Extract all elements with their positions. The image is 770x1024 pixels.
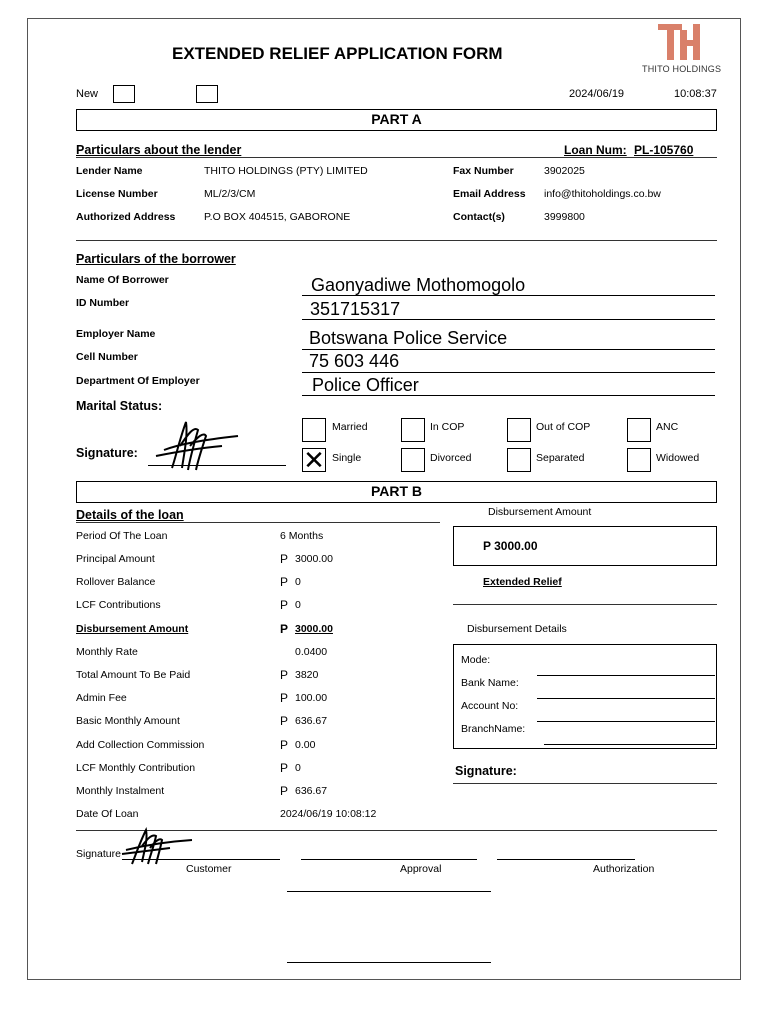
extended-relief-label: Extended Relief	[483, 576, 562, 588]
lender-name-label: Lender Name	[76, 165, 143, 177]
basic-monthly-value: 636.67	[295, 715, 328, 727]
anc-checkbox[interactable]	[627, 418, 651, 442]
marital-label: Marital Status:	[76, 399, 163, 413]
anc-label: ANC	[656, 421, 679, 433]
account-no-label: Account No:	[461, 700, 519, 712]
principal-label: Principal Amount	[76, 553, 155, 565]
lcf-contributions-currency: P	[280, 598, 289, 612]
date-of-loan-value: 2024/06/19 10:08:12	[280, 808, 377, 820]
monthly-instalment-value: 636.67	[295, 785, 328, 797]
new-label: New	[76, 88, 99, 100]
email-value: info@thitoholdings.co.bw	[544, 188, 661, 200]
department-line	[302, 395, 715, 396]
monthly-instalment-label: Monthly Instalment	[76, 785, 165, 797]
form-title: EXTENDED RELIEF APPLICATION FORM	[172, 44, 503, 63]
total-amount-currency: P	[280, 668, 289, 682]
loan-num-label: Loan Num:	[564, 143, 627, 157]
address-value: P.O BOX 404515, GABORONE	[204, 211, 351, 223]
account-no-line[interactable]	[537, 721, 715, 722]
borrower-name-label: Name Of Borrower	[76, 274, 169, 286]
widowed-label: Widowed	[656, 452, 700, 464]
contacts-label: Contact(s)	[453, 211, 505, 223]
lender-name-value: THITO HOLDINGS (PTY) LIMITED	[204, 165, 368, 177]
details-divider	[76, 522, 440, 523]
employer-label: Employer Name	[76, 328, 156, 340]
rollover-label: Rollover Balance	[76, 576, 156, 588]
out-of-cop-label: Out of COP	[536, 421, 591, 433]
principal-currency: P	[280, 552, 289, 566]
part-b-bar: PART B	[76, 481, 717, 503]
admin-fee-label: Admin Fee	[76, 692, 127, 704]
disbursement-amount-title: Disbursement Amount	[488, 506, 592, 518]
married-label: Married	[332, 421, 368, 433]
rollover-value: 0	[295, 576, 301, 588]
mode-line[interactable]	[537, 675, 715, 676]
cell-label: Cell Number	[76, 351, 138, 363]
date-of-loan-label: Date Of Loan	[76, 808, 139, 820]
approval-signature-line[interactable]	[301, 859, 477, 860]
period-value: 6 Months	[280, 530, 324, 542]
header-date: 2024/06/19	[569, 88, 625, 100]
collection-commission-value: 0.00	[295, 739, 316, 751]
new-checkbox[interactable]	[113, 85, 135, 103]
department-label: Department Of Employer	[76, 375, 200, 387]
borrower-signature-label: Signature:	[76, 446, 138, 460]
lcf-monthly-label: LCF Monthly Contribution	[76, 762, 196, 774]
monthly-rate-label: Monthly Rate	[76, 646, 138, 658]
license-value: ML/2/3/CM	[204, 188, 256, 200]
employer-value: Botswana Police Service	[309, 328, 508, 348]
lender-divider	[76, 157, 717, 158]
separated-checkbox[interactable]	[507, 448, 531, 472]
admin-fee-currency: P	[280, 691, 289, 705]
disbursement-amount-label: Disbursement Amount	[76, 623, 189, 635]
single-label: Single	[332, 452, 362, 464]
authorization-signature-line[interactable]	[497, 859, 635, 860]
married-checkbox[interactable]	[302, 418, 326, 442]
out-of-cop-checkbox[interactable]	[507, 418, 531, 442]
approval-label: Approval	[400, 863, 442, 875]
fax-value: 3902025	[544, 165, 585, 177]
employer-line	[302, 349, 715, 350]
lcf-contributions-label: LCF Contributions	[76, 599, 161, 611]
rollover-currency: P	[280, 575, 289, 589]
license-label: License Number	[76, 188, 158, 200]
fax-label: Fax Number	[453, 165, 514, 177]
id-value: 351715317	[310, 299, 401, 319]
separated-label: Separated	[536, 452, 585, 464]
id-line	[302, 319, 715, 320]
customer-signature-image	[118, 826, 196, 866]
id-label: ID Number	[76, 297, 130, 309]
extra-line-2	[287, 962, 491, 963]
collection-commission-label: Add Collection Commission	[76, 739, 205, 751]
period-label: Period Of The Loan	[76, 530, 168, 542]
borrower-divider	[76, 240, 717, 241]
cell-line	[302, 372, 715, 373]
authorization-label: Authorization	[593, 863, 655, 875]
lcf-monthly-currency: P	[280, 761, 289, 775]
disbursement-amount-currency: P	[280, 622, 289, 636]
part-a-bar: PART A	[76, 109, 717, 131]
disbursement-details-title: Disbursement Details	[467, 623, 567, 635]
in-cop-checkbox[interactable]	[401, 418, 425, 442]
branch-name-line[interactable]	[544, 744, 715, 745]
loan-num-value: PL-105760	[634, 143, 694, 157]
extended-relief-divider	[453, 604, 717, 605]
in-cop-label: In COP	[430, 421, 465, 433]
widowed-checkbox[interactable]	[627, 448, 651, 472]
email-label: Email Address	[453, 188, 526, 200]
footer-signature-label: Signature	[76, 848, 121, 860]
cell-value: 75 603 446	[309, 351, 400, 371]
monthly-rate-value: 0.0400	[295, 646, 328, 658]
lender-heading: Particulars about the lender	[76, 143, 242, 157]
single-checkbox[interactable]: ✕	[303, 445, 325, 475]
basic-monthly-currency: P	[280, 714, 289, 728]
borrower-name-line	[302, 295, 715, 296]
borrower-heading: Particulars of the borrower	[76, 252, 236, 266]
disbursement-amount-box-value: P 3000.00	[483, 539, 538, 553]
collection-commission-currency: P	[280, 738, 289, 752]
total-amount-label: Total Amount To Be Paid	[76, 669, 191, 681]
second-checkbox[interactable]	[196, 85, 218, 103]
bank-name-label: Bank Name:	[461, 677, 519, 689]
right-signature-label: Signature:	[455, 764, 517, 778]
logo-text: THITO HOLDINGS	[642, 64, 722, 74]
divorced-label: Divorced	[430, 452, 472, 464]
total-amount-value: 3820	[295, 669, 319, 681]
extra-line-1	[287, 891, 491, 892]
monthly-instalment-currency: P	[280, 784, 289, 798]
divorced-checkbox[interactable]	[401, 448, 425, 472]
header-time: 10:08:37	[674, 88, 717, 100]
borrower-signature-image	[150, 416, 242, 474]
basic-monthly-label: Basic Monthly Amount	[76, 715, 180, 727]
address-label: Authorized Address	[76, 211, 176, 223]
lcf-monthly-value: 0	[295, 762, 301, 774]
department-value: Police Officer	[312, 375, 419, 395]
admin-fee-value: 100.00	[295, 692, 328, 704]
right-signature-line	[453, 783, 717, 784]
mode-label: Mode:	[461, 654, 491, 666]
branch-name-label: BranchName:	[461, 723, 526, 735]
customer-label: Customer	[186, 863, 232, 875]
disbursement-amount-value: 3000.00	[295, 623, 333, 635]
lcf-contributions-value: 0	[295, 599, 301, 611]
borrower-name-value: Gaonyadiwe Mothomogolo	[311, 275, 526, 295]
contacts-value: 3999800	[544, 211, 585, 223]
principal-value: 3000.00	[295, 553, 333, 565]
bank-name-line[interactable]	[537, 698, 715, 699]
details-heading: Details of the loan	[76, 508, 184, 522]
